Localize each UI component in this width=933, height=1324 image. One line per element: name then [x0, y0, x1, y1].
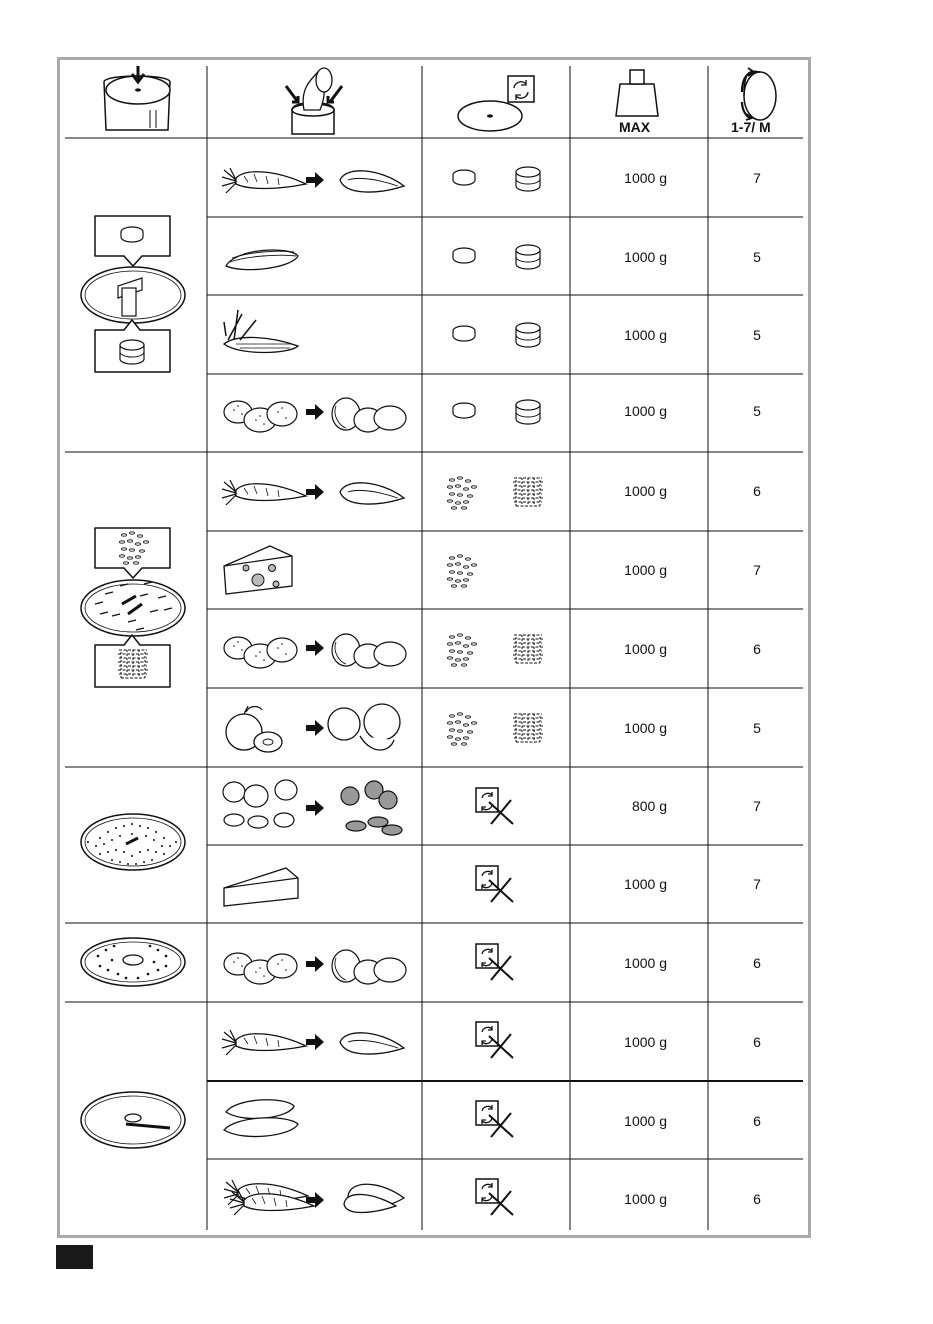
- reversible-disc-icon: [458, 76, 534, 131]
- speed-value: 7: [753, 876, 761, 892]
- disc-insert-icon: [104, 66, 170, 130]
- max-value: 1000 g: [624, 483, 667, 499]
- max-value: 1000 g: [624, 955, 667, 971]
- max-value: 1000 g: [624, 403, 667, 419]
- food-potatoes-row4: [224, 398, 406, 432]
- food-potatoes-row11: [224, 950, 406, 984]
- food-carrot-row12: [222, 1030, 404, 1055]
- max-value: 1000 g: [624, 1113, 667, 1129]
- food-carrot-row5: [222, 480, 404, 505]
- not-reversible-icon-row9: [476, 788, 513, 824]
- food-cheese: [224, 546, 292, 594]
- speed-value: 5: [753, 327, 761, 343]
- result-shreds-row5: [448, 477, 544, 509]
- food-hard-cheese: [224, 868, 298, 906]
- not-reversible-icon-row10: [476, 866, 513, 902]
- speed-value: 6: [753, 483, 761, 499]
- speed-value: 5: [753, 249, 761, 265]
- food-parsnips: [224, 1180, 404, 1215]
- food-potatoes-row7: [224, 634, 406, 668]
- max-value: 1000 g: [624, 327, 667, 343]
- speed-value: 6: [753, 1191, 761, 1207]
- result-shreds-row6: [448, 555, 477, 587]
- not-reversible-icon-row13: [476, 1101, 513, 1137]
- speed-value: 6: [753, 955, 761, 971]
- max-label: MAX: [619, 119, 651, 135]
- result-shreds-row8: [448, 713, 544, 745]
- max-value: 800 g: [631, 798, 667, 814]
- page-number-tab: [56, 1245, 93, 1269]
- speed-dial-icon: [742, 68, 776, 120]
- not-reversible-icon-row14: [476, 1179, 513, 1215]
- food-pusher-icon: [286, 68, 342, 134]
- julienne-disc-icon: [81, 1092, 185, 1148]
- shredding-disc-icon: [81, 528, 185, 687]
- result-slices-row1: [453, 167, 540, 191]
- food-nuts: [223, 780, 402, 835]
- speed-value: 7: [753, 562, 761, 578]
- max-value: 1000 g: [624, 1034, 667, 1050]
- food-apple: [226, 704, 400, 752]
- result-slices-row2: [453, 245, 540, 269]
- speed-value: 6: [753, 1034, 761, 1050]
- max-value: 1000 g: [624, 720, 667, 736]
- food-leek: [224, 310, 298, 353]
- max-value: 1000 g: [624, 249, 667, 265]
- grating-disc-icon: [81, 814, 185, 870]
- food-zucchini: [224, 1100, 298, 1137]
- result-slices-row3: [453, 323, 540, 347]
- food-carrot-row1: [222, 168, 404, 193]
- result-shreds-row7: [448, 634, 544, 666]
- fritter-disc-icon: [81, 938, 185, 986]
- speed-value: 5: [753, 403, 761, 419]
- speed-value: 6: [753, 641, 761, 657]
- speed-label: 1-7/ M: [731, 119, 771, 135]
- slicing-disc-icon: [81, 216, 185, 372]
- max-value: 1000 g: [624, 170, 667, 186]
- max-value: 1000 g: [624, 562, 667, 578]
- food-cucumber: [226, 250, 298, 270]
- speed-value: 7: [753, 170, 761, 186]
- grid-lines: [65, 66, 803, 1230]
- result-slices-row4: [453, 400, 540, 424]
- speed-value: 6: [753, 1113, 761, 1129]
- max-value: 1000 g: [624, 1191, 667, 1207]
- max-value: 1000 g: [624, 641, 667, 657]
- speed-value: 7: [753, 798, 761, 814]
- speed-value: 5: [753, 720, 761, 736]
- weight-icon: [616, 70, 658, 116]
- not-reversible-icon-row12: [476, 1022, 513, 1058]
- not-reversible-icon-row11: [476, 944, 513, 980]
- max-value: 1000 g: [624, 876, 667, 892]
